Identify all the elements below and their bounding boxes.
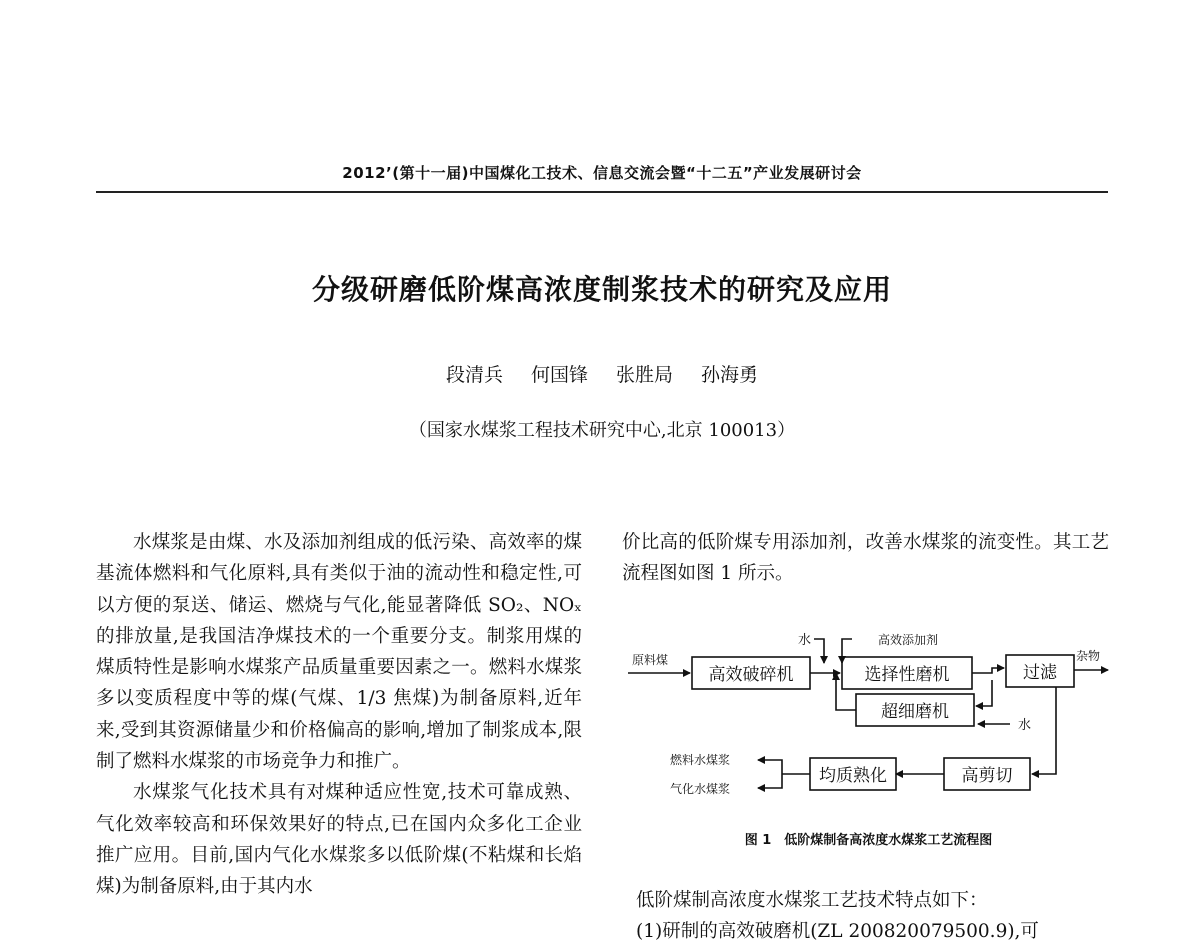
right-column-bottom [636, 885, 1108, 948]
label-crusher: 高效破碎机 [708, 665, 794, 685]
label-homogenize: 均质熟化 [819, 766, 887, 786]
label-gas-slurry: 气化水煤浆 [670, 782, 731, 796]
arrow-gas-slurry [758, 774, 782, 788]
left-paragraph-2: 水煤浆气化技术具有对煤种适应性宽,技术可靠成熟、气化效率较高和环保效果好的特点,已在国内众多化工企业推广应用。目前,国内气化水煤浆多以低阶煤(不粘煤和长焰煤)为制备原料,由于其内水 [96, 782, 582, 898]
label-ultrafine-mill: 超细磨机 [881, 702, 949, 722]
label-raw-coal: 原料煤 [632, 653, 669, 667]
arrow-water-top [814, 639, 824, 663]
label-filter: 过滤 [1023, 663, 1057, 683]
features-intro: 低阶煤制高浓度水煤浆工艺技术特点如下： [636, 890, 988, 911]
left-column [96, 527, 582, 903]
figure-caption: 图 1 低阶煤制备高浓度水煤浆工艺流程图 [744, 833, 993, 848]
label-water-top: 水 [798, 633, 812, 648]
feature-1: (1)研制的高效破磨机(ZL 200820079500.9),可 [636, 921, 1039, 943]
right-paragraph-1: 价比高的低阶煤专用添加剂，改善水煤浆的流变性。其工艺流程图如图 1 所示。 [622, 532, 1109, 585]
paper-title: 分级研磨低阶煤高浓度制浆技术的研究及应用 [311, 273, 892, 306]
label-water-right: 水 [1018, 718, 1032, 733]
label-impurities: 杂物 [1076, 649, 1101, 663]
arrow-filter-to-ultrafine [976, 680, 992, 706]
authors: 段清兵 何国锋 张胜局 孙海勇 [445, 364, 759, 386]
arrow-ultrafine-to-mill [836, 673, 856, 710]
label-fuel-slurry: 燃料水煤浆 [670, 753, 731, 767]
arrow-fuel-slurry [758, 760, 782, 774]
arrow-mill-to-filter [972, 668, 1004, 673]
process-flow-diagram [626, 622, 1111, 812]
conference-header: 2012’(第十一届)中国煤化工技术、信息交流会暨“十二五”产业发展研讨会 [342, 164, 862, 182]
arrow-additive [842, 639, 852, 663]
label-high-shear: 高剪切 [961, 766, 1013, 786]
label-selective-mill: 选择性磨机 [864, 665, 950, 685]
arrow-filter-to-shear [1032, 687, 1056, 774]
right-column-top [622, 527, 1109, 590]
header-rule [96, 191, 1108, 193]
label-additive: 高效添加剂 [878, 633, 939, 647]
left-paragraph-1: 水煤浆是由煤、水及添加剂组成的低污染、高效率的煤基流体燃料和气化原料,具有类似于油的流动性和稳定性,可以方便的泵送、储运、燃烧与气化,能显著降低 SO₂、NOₓ 的排放量,是我国洁净煤技术的一个重要分支。制浆用煤的煤质特性是影响水煤浆产品质量重要因素之一。燃料水煤浆多以变质程度中等的煤(气煤、1/3 焦煤)为制备原料,近年来,受到其资源储量少和价格偏高的影响,增加了制浆成本,限制了燃料水煤浆的市场竞争力和推广。 [96, 532, 582, 773]
affiliation: （国家水煤浆工程技术研究中心,北京 100013） [408, 420, 796, 441]
